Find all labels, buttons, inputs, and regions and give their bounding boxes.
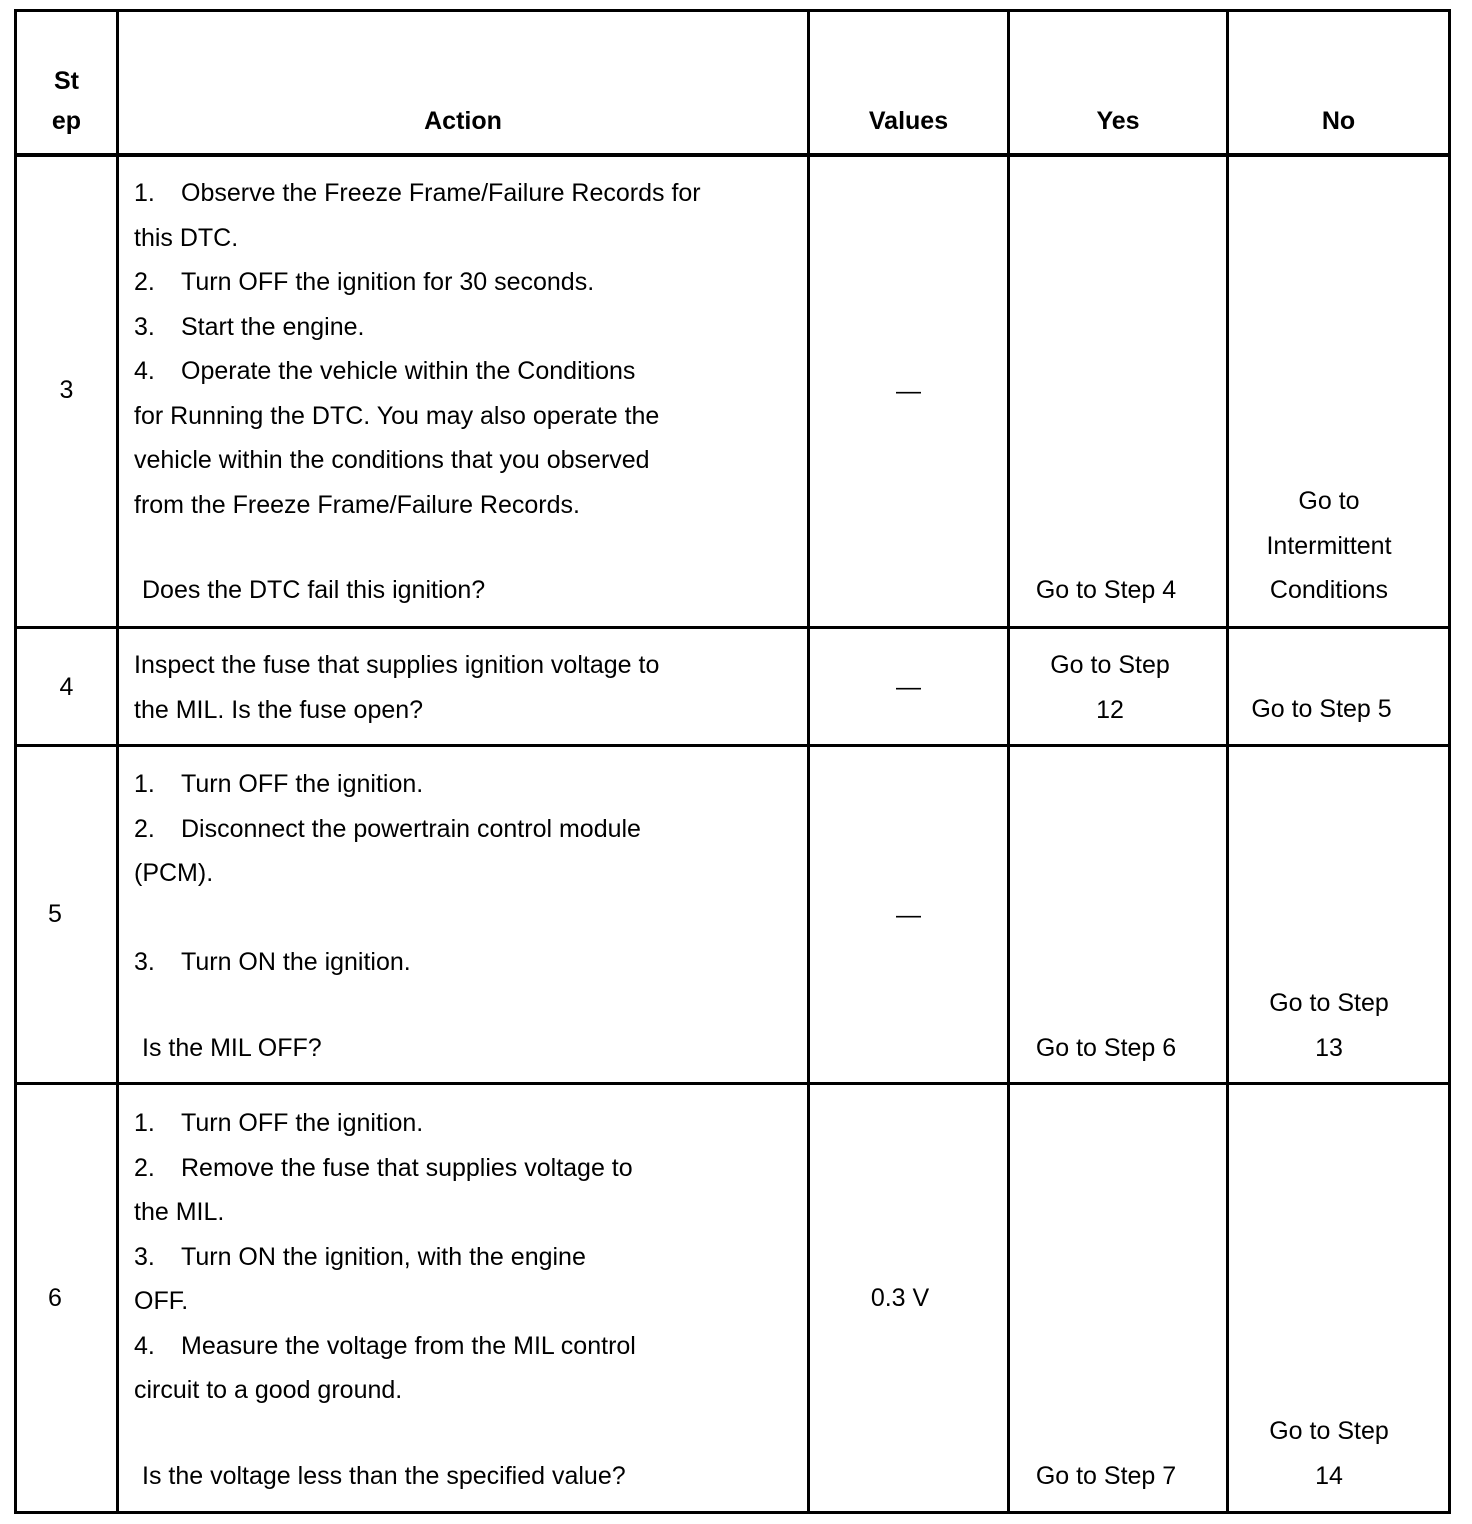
step-item-number: 3. (134, 948, 155, 976)
step-number: 4 (59, 673, 74, 701)
step-item-number: 2. (134, 1153, 155, 1182)
table-border-right (1448, 9, 1451, 1514)
action-cell (134, 171, 804, 527)
step-item-text: the MIL. (134, 1198, 225, 1226)
step-item-text: Turn ON the ignition, with the engine (181, 1242, 586, 1271)
no-cell (1229, 479, 1429, 613)
action-line (134, 1190, 804, 1235)
header-step-line: St (54, 67, 79, 95)
step-item-text: for Running the DTC. You may also operate the (134, 401, 660, 430)
action-cell (134, 762, 804, 896)
yes-line: Go to Step 7 (1035, 1462, 1177, 1490)
step-item-number: 1. (134, 1109, 155, 1137)
step-item-text: OFF. (134, 1287, 189, 1315)
yes-line: 12 (1096, 695, 1124, 724)
step-item-text: Turn OFF the ignition. (181, 770, 424, 798)
action-line: the MIL. Is the fuse open? (134, 695, 424, 724)
column-divider (1226, 9, 1229, 1514)
step-item-number: 3. (134, 312, 155, 341)
value-cell: 0.3 V (870, 1284, 930, 1312)
no-line: Go to Step 5 (1251, 695, 1392, 723)
action-line: Inspect the fuse that supplies ignition voltage to (134, 651, 660, 679)
step-item-text: this DTC. (134, 223, 239, 252)
header-divider (14, 153, 1451, 157)
step-item-number: 4. (134, 357, 155, 385)
no-line: Intermittent (1266, 531, 1392, 560)
action-line (134, 1324, 804, 1369)
step-item-text: Observe the Freeze Frame/Failure Records for (181, 179, 701, 207)
yes-line: Go to Step (1050, 651, 1170, 679)
yes-line: Go to Step 4 (1035, 576, 1177, 604)
yes-line: Go to Step 6 (1035, 1034, 1177, 1062)
header-step (17, 61, 116, 141)
step-item-number: 2. (134, 268, 155, 296)
no-line: Go to (1298, 487, 1360, 515)
step-item-text: vehicle within the conditions that you observed (134, 446, 650, 474)
action-question: Does the DTC fail this ignition? (142, 576, 486, 604)
step-item-text: Start the engine. (181, 312, 365, 341)
action-line (134, 1279, 804, 1324)
action-line (134, 1146, 804, 1191)
row-divider (14, 1082, 1451, 1085)
step-number: 5 (48, 900, 62, 928)
action-cell (134, 1101, 804, 1413)
no-line: Go to Step (1269, 989, 1389, 1017)
step-item-text: Turn ON the ignition. (181, 948, 411, 976)
step-item-text: circuit to a good ground. (134, 1376, 403, 1404)
action-line (134, 483, 804, 528)
value-cell: — (896, 901, 921, 929)
action-line (134, 851, 804, 896)
step-item-number: 4. (134, 1331, 155, 1360)
step-item-number: 2. (134, 814, 155, 843)
value-cell: — (896, 673, 921, 701)
row-divider (14, 744, 1451, 747)
step-item-text: Turn OFF the ignition. (181, 1109, 424, 1137)
step-item-number: 3. (134, 1242, 155, 1271)
action-line (134, 1101, 804, 1146)
header-action: Action (424, 107, 502, 135)
step-item-text: Operate the vehicle within the Conditions (181, 357, 636, 385)
header-step-line: ep (51, 107, 82, 135)
yes-cell (1010, 1026, 1202, 1071)
action-line (134, 940, 804, 985)
action-cell-continued (134, 940, 804, 985)
action-line (134, 260, 804, 305)
row-divider (14, 626, 1451, 629)
no-cell (1229, 981, 1429, 1070)
action-line (134, 807, 804, 852)
action-question: Is the voltage less than the specified value? (142, 1462, 626, 1490)
no-line: 14 (1315, 1461, 1343, 1490)
action-line (134, 171, 804, 216)
table-border-top (14, 9, 1451, 12)
action-line (134, 1368, 804, 1413)
header-yes: Yes (1096, 107, 1140, 135)
action-line (134, 1235, 804, 1280)
step-item-text: Disconnect the powertrain control module (181, 814, 641, 843)
action-cell (134, 643, 804, 732)
no-line: 13 (1315, 1033, 1343, 1062)
yes-cell (1010, 1454, 1202, 1499)
action-line (134, 394, 804, 439)
step-item-text: Remove the fuse that supplies voltage to (181, 1153, 633, 1182)
header-no: No (1321, 107, 1356, 135)
action-line (134, 305, 804, 350)
procedure-table (14, 9, 1451, 1514)
step-number: 3 (59, 376, 74, 404)
header-values: Values (868, 107, 949, 135)
no-line: Go to Step (1269, 1417, 1389, 1445)
yes-cell (1010, 643, 1210, 732)
column-divider (116, 9, 119, 1514)
yes-cell (1010, 568, 1202, 613)
no-cell (1229, 1409, 1429, 1498)
action-line (134, 438, 804, 483)
step-item-number: 1. (134, 179, 155, 207)
step-item-text: Turn OFF the ignition for 30 seconds. (181, 268, 595, 296)
no-line: Conditions (1269, 576, 1389, 604)
table-border-bottom (14, 1511, 1451, 1514)
action-line (134, 349, 804, 394)
action-line (134, 216, 804, 261)
step-number: 6 (48, 1284, 62, 1312)
step-item-text: Measure the voltage from the MIL control (181, 1331, 636, 1360)
step-item-number: 1. (134, 770, 155, 798)
step-item-text: (PCM). (134, 859, 214, 887)
step-item-text: from the Freeze Frame/Failure Records. (134, 490, 580, 519)
action-question: Is the MIL OFF? (142, 1034, 322, 1062)
no-cell (1229, 687, 1414, 732)
value-cell: — (896, 377, 921, 405)
column-divider (1007, 9, 1010, 1514)
action-line (134, 762, 804, 807)
